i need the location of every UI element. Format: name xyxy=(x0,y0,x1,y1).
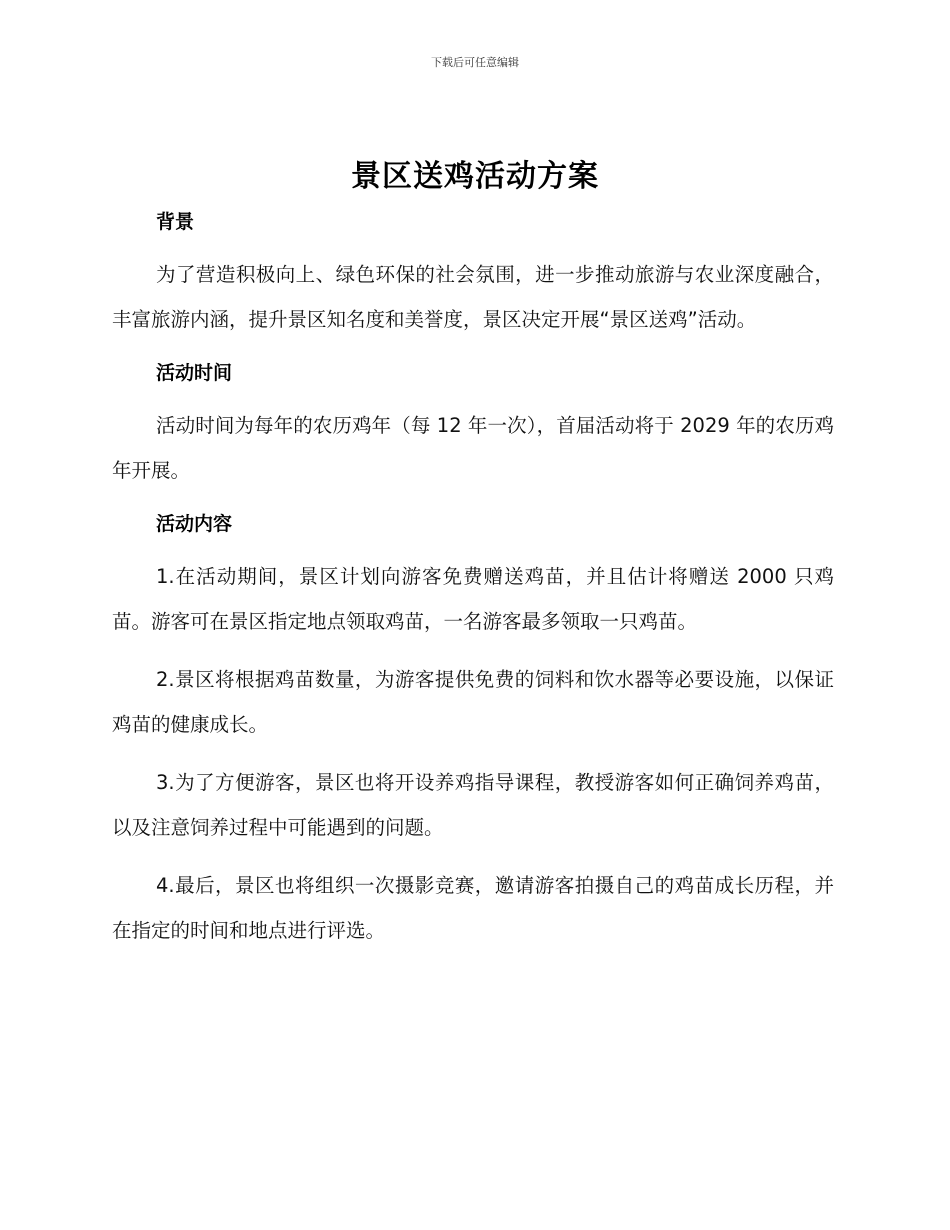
activity-time-paragraph: 活动时间为每年的农历鸡年（每 12 年一次），首届活动将于 2029 年的农历鸡年开展。 xyxy=(112,414,834,482)
section-activity-time xyxy=(112,355,834,506)
activity-content-item-4: 4.最后，景区也将组织一次摄影竞赛，邀请游客拍摄自己的鸡苗成长历程，并在指定的时间和地点进行评选。 xyxy=(112,874,834,942)
document-body xyxy=(112,204,834,953)
header-note: 下载后可任意编辑 xyxy=(431,56,519,69)
background-paragraph: 为了营造积极向上、绿色环保的社会氛围，进一步推动旅游与农业深度融合，丰富旅游内涵，提升景区知名度和美誉度，景区决定开展“景区送鸡”活动。 xyxy=(112,263,834,331)
activity-content-item-3: 3.为了方便游客，景区也将开设养鸡指导课程，教授游客如何正确饲养鸡苗，以及注意饲养过程中可能遇到的问题。 xyxy=(112,771,834,839)
section-background xyxy=(112,204,834,355)
section-heading-activity-time: 活动时间 xyxy=(156,362,233,384)
activity-content-item-2: 2.景区将根据鸡苗数量，为游客提供免费的饲料和饮水器等必要设施，以保证鸡苗的健康成长。 xyxy=(112,668,834,736)
activity-content-item-1: 1.在活动期间，景区计划向游客免费赠送鸡苗，并且估计将赠送 2000 只鸡苗。游客可在景区指定地点领取鸡苗，一名游客最多领取一只鸡苗。 xyxy=(112,565,834,633)
section-activity-content xyxy=(112,506,834,953)
page-title: 景区送鸡活动方案 xyxy=(351,159,599,194)
section-heading-activity-content: 活动内容 xyxy=(156,513,233,535)
section-heading-background: 背景 xyxy=(156,211,195,233)
